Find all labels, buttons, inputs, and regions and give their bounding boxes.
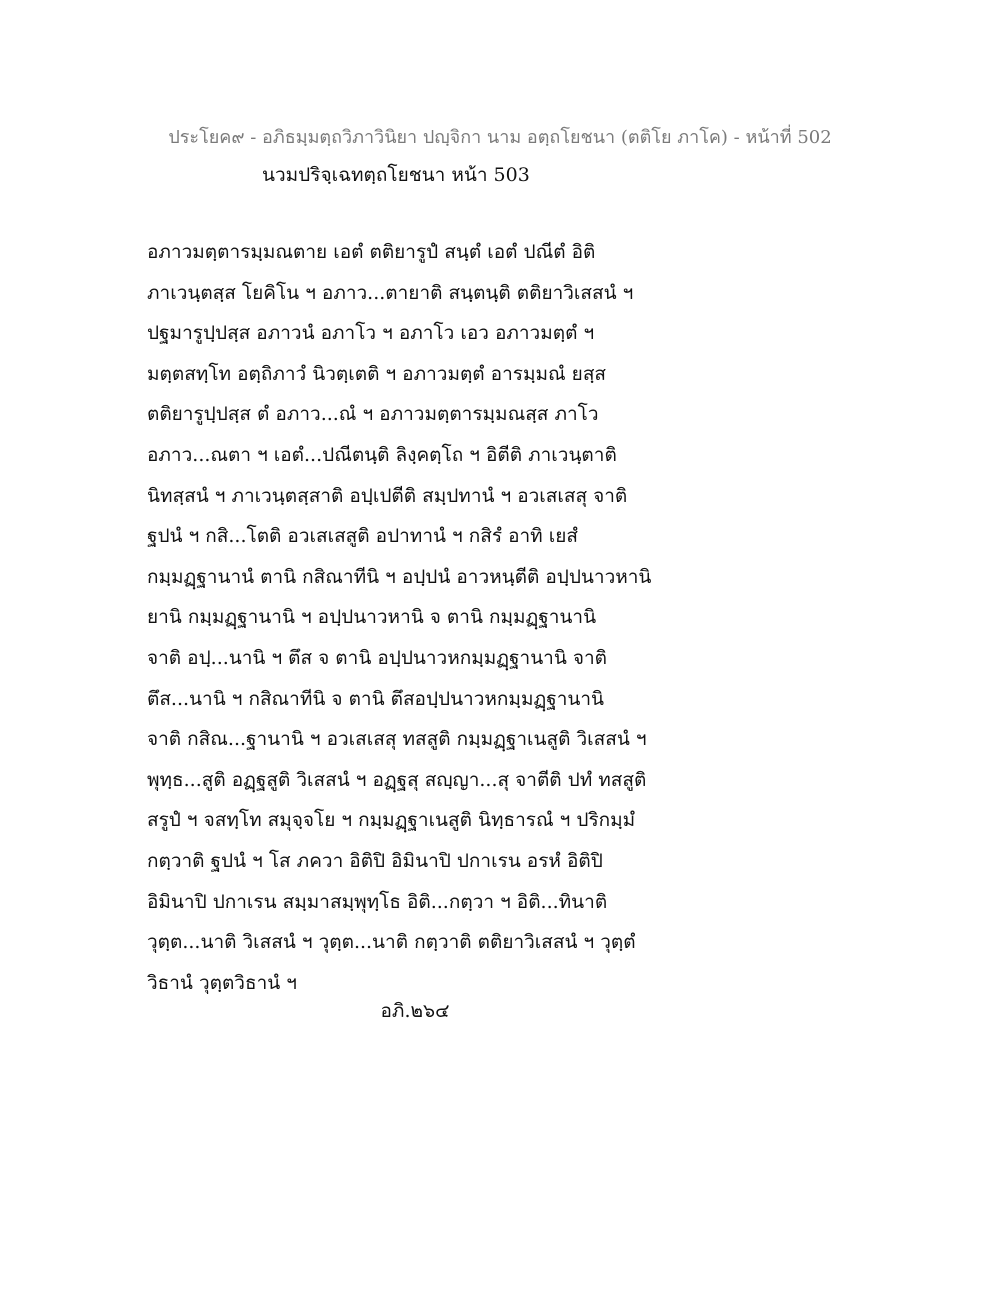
text-line: จาติ กสิณ...ฐานานิ ฯ อวเสเสสุ ทสสูติ กมฺมฏฺฐาเนสูติ วิเสสนํ ฯ	[147, 728, 647, 751]
section-title: นวมปริจฺเฉทตฺถโยชนา หน้า 503	[262, 164, 530, 186]
text-line: ยานิ กมฺมฏฺฐานานิ ฯ อปฺปนาวหานิ จ ตานิ กมฺมฏฺฐานานิ	[147, 606, 597, 629]
text-line: วิธานํ วุตฺตวิธานํ ฯ	[147, 971, 297, 994]
running-header: ประโยค๙ - อภิธมฺมตฺถวิภาวินิยา ปญฺจิกา นาม อตฺถโยชนา (ตติโย ภาโค) - หน้าที่ 502	[168, 127, 832, 148]
text-line: ฐปนํ ฯ กสิ...โตติ อวเสเสสูติ อปาทานํ ฯ กสิรํ อาทิ เยสํ	[147, 525, 578, 548]
text-line: พุทฺธ...สูติ อฏฺฐสูติ วิเสสนํ ฯ อฏฺฐสุ สญฺญา...สุ จาตีติ ปทํ ทสสูติ	[147, 768, 647, 791]
text-line: จาติ อปฺ...นานิ ฯ ตึส จ ตานิ อปฺปนาวหกมฺมฏฺฐานานิ จาติ	[147, 646, 608, 669]
body-text	[147, 232, 707, 1003]
text-line: ปฐมารูปฺปสฺส อภาวนํ อภาโว ฯ อภาโว เอว อภาวมตฺตํ ฯ	[147, 322, 595, 345]
text-line: วุตฺต...นาติ วิเสสนํ ฯ วุตฺต...นาติ กตฺวาติ ตติยาวิเสสนํ ฯ วุตฺตํ	[147, 931, 636, 954]
text-line: อิมินาปิ ปกาเรน สมฺมาสมฺพุทฺโธ อิติ...กตฺวา ฯ อิติ...ทินาติ	[147, 890, 608, 913]
text-line: สรูปํ ฯ จสทฺโท สมุจฺจโย ฯ กมฺมฏฺฐาเนสูติ นิทฺธารณํ ฯ ปริกมฺมํ	[147, 809, 636, 832]
text-line: นิทสฺสนํ ฯ ภาเวนฺตสฺสาติ อปฺเปตีติ สมฺปทานํ ฯ อวเสเสสุ จาติ	[147, 484, 628, 507]
text-line: อภาว...ณตา ฯ เอตํ...ปณีตนฺติ ลิงฺคตฺโถ ฯ อิตีติ ภาเวนฺตาติ	[147, 443, 617, 466]
text-line: ตติยารูปฺปสฺส ตํ อภาว...ณํ ฯ อภาวมตฺตารมฺมณสฺส ภาโว	[147, 403, 599, 426]
text-line: ตึส...นานิ ฯ กสิณาทีนิ จ ตานิ ตึสอปฺปนาวหกมฺมฏฺฐานานิ	[147, 687, 605, 710]
page-reference: อภิ.๒๖๔	[380, 1000, 450, 1022]
text-line: มตฺตสทฺโท อตฺถิภาวํ นิวตฺเตติ ฯ อภาวมตฺตํ อารมฺมณํ ยสฺส	[147, 362, 607, 385]
text-line: กตฺวาติ ฐปนํ ฯ โส ภควา อิติปิ อิมินาปิ ปกาเรน อรหํ อิติปิ	[147, 849, 603, 872]
text-line: ภาเวนฺตสฺส โยคิโน ฯ อภาว...ตายาติ สนฺตนฺติ ตติยาวิเสสนํ ฯ	[147, 281, 634, 304]
text-line: กมฺมฏฺฐานานํ ตานิ กสิณาทีนิ ฯ อปฺปนํ อาวหนฺตีติ อปฺปนาวหานิ	[147, 565, 652, 588]
text-line: อภาวมตฺตารมฺมณตาย เอตํ ตติยารูปํ สนฺตํ เอตํ ปณีตํ อิติ	[147, 241, 596, 263]
